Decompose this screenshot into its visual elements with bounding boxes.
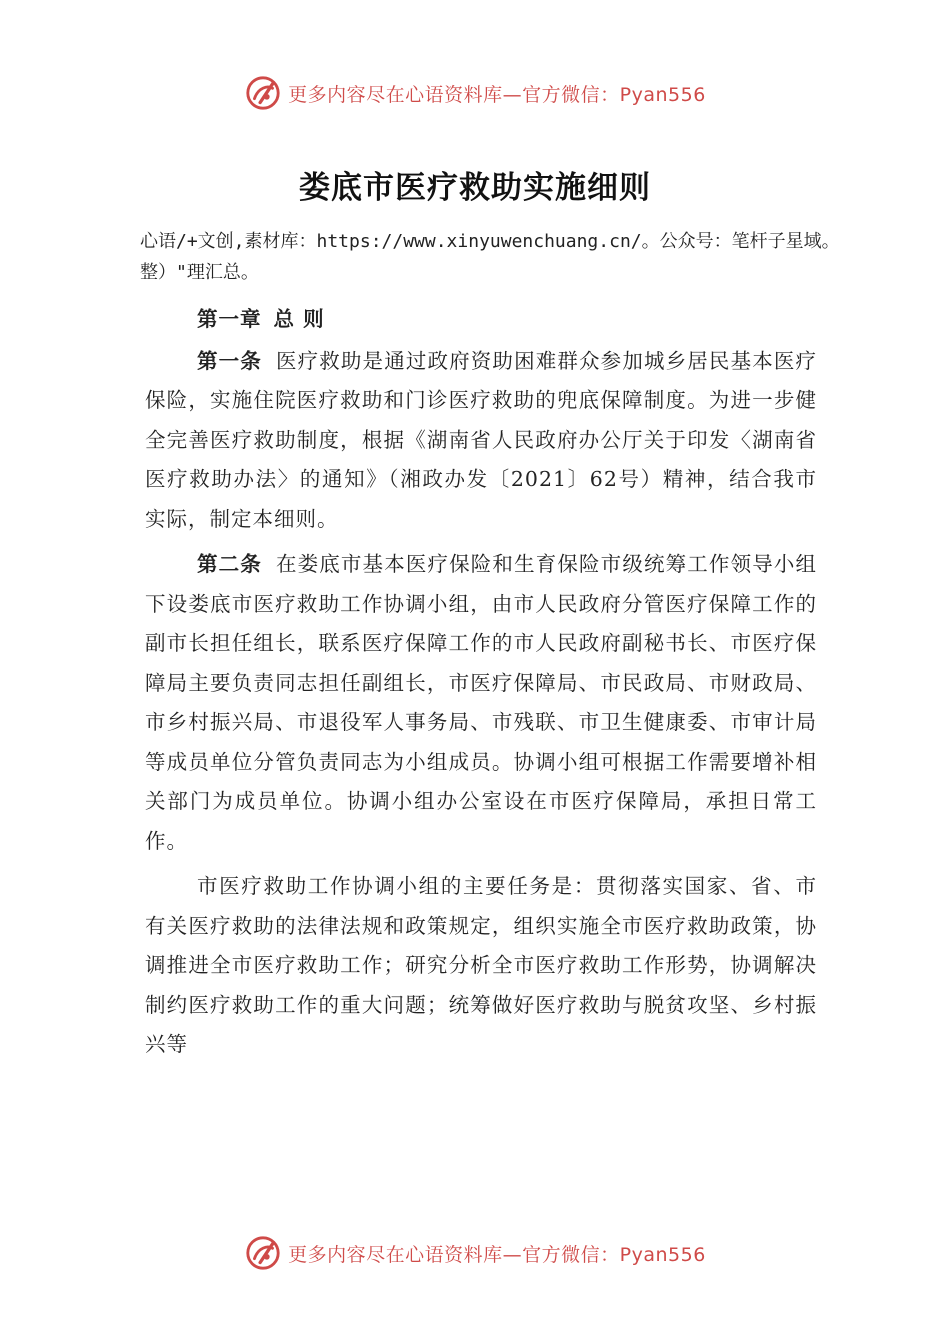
chapter-name: 总 则 [273,307,325,331]
brand-logo-icon [244,1234,282,1272]
brand-logo-icon [244,74,282,112]
document-title: 娄底市医疗救助实施细则 [299,170,651,206]
chapter-label: 第一章 [197,307,262,331]
article-number: 第二条 [197,552,262,576]
source-note: 心语/+文创,素材库：https://www.xinyuwenchuang.cn/。公众号：笔杆子星域。整）"理汇总。 [140,231,840,283]
document-body [145,300,817,1065]
chapter-heading [145,300,817,340]
banner-text: 更多内容尽在心语资料库—官方微信：Pyan556 [288,83,706,106]
banner-text: 更多内容尽在心语资料库—官方微信：Pyan556 [288,1243,706,1266]
header-banner [0,71,950,115]
article-paragraph [145,342,817,540]
article-paragraph [145,545,817,861]
article-text: 医疗救助是通过政府资助困难群众参加城乡居民基本医疗保险，实施住院医疗救助和门诊医疗救助的兜底保障制度。为进一步健全完善医疗救助制度，根据《湖南省人民政府办公厅关于印发〈湖南省医疗救助办法〉的通知》（湘政办发〔2021〕62号）精神，结合我市实际，制定本细则。 [145,348,818,531]
task-paragraph: 市医疗救助工作协调小组的主要任务是：贯彻落实国家、省、市有关医疗救助的法律法规和政策规定，组织实施全市医疗救助政策，协调推进全市医疗救助工作；研究分析全市医疗救助工作形势，协调解决制约医疗救助工作的重大问题；统筹做好医疗救助与脱贫攻坚、乡村振兴等 [145,874,817,1056]
article-number: 第一条 [197,348,262,373]
footer-banner [0,1231,950,1275]
article-text: 在娄底市基本医疗保险和生育保险市级统筹工作领导小组下设娄底市医疗救助工作协调小组，由市人民政府分管医疗保障工作的副市长担任组长，联系医疗保障工作的市人民政府副秘书长、市医疗保障局主要负责同志担任副组长，市医疗保障局、市民政局、市财政局、市乡村振兴局、市退役军人事务局、市残联、市卫生健康委、市审计局等成员单位分管负责同志为小组成员。协调小组可根据工作需要增补相关部门为成员单位。协调小组办公室设在市医疗保障局，承担日常工作。 [145,552,818,853]
